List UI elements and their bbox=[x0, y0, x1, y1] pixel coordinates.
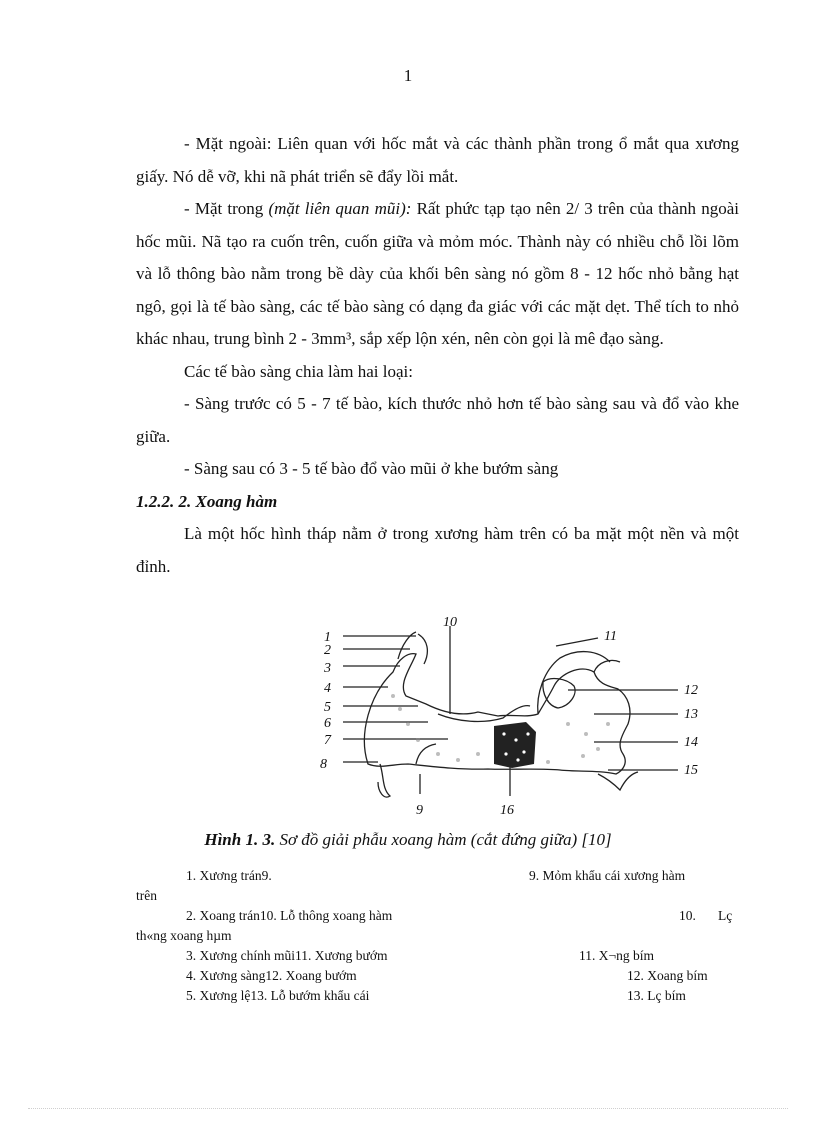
page-footer-rule bbox=[28, 1108, 788, 1109]
paragraph-anterior-ethmoid: - Sàng trước có 5 - 7 tế bào, kích thước nhỏ hơn tế bào sàng sau và đổ vào khe giữa. bbox=[136, 394, 739, 446]
figure-label-6: 6 bbox=[324, 716, 331, 731]
section-heading: 1.2.2. 2. Xoang hàm bbox=[136, 491, 278, 511]
legend-item: 5. Xương lệ13. Lỗ bướm khẩu cái bbox=[186, 988, 370, 1003]
legend-item: 1. Xương trán9. bbox=[186, 868, 272, 883]
figure-legend bbox=[136, 866, 738, 1006]
legend-row bbox=[136, 946, 738, 966]
paragraph-ethmoid-types: Các tế bào sàng chia làm hai loại: bbox=[184, 361, 413, 381]
figure-label-1: 1 bbox=[324, 630, 331, 645]
legend-item-continued: trên bbox=[136, 888, 157, 903]
figure-label-3: 3 bbox=[324, 661, 331, 676]
legend-item-continued: th«ng xoang hµm bbox=[136, 928, 232, 943]
figure-label-10: 10 bbox=[443, 615, 457, 630]
figure-label-8: 8 bbox=[320, 757, 327, 772]
figure-label-12: 12 bbox=[684, 683, 698, 698]
legend-item: 10. bbox=[679, 908, 696, 923]
paragraph-posterior-ethmoid: - Sàng sau có 3 - 5 tế bào đổ vào mũi ở khe bướm sàng bbox=[184, 459, 559, 478]
figure-label-4: 4 bbox=[324, 681, 331, 696]
figure-label-14: 14 bbox=[684, 735, 698, 750]
legend-item: 4. Xương sàng12. Xoang bướm bbox=[186, 968, 357, 983]
legend-row bbox=[136, 886, 738, 906]
legend-row bbox=[136, 906, 738, 926]
figure-caption bbox=[0, 830, 816, 850]
legend-row bbox=[136, 966, 738, 986]
figure-label-16: 16 bbox=[500, 803, 514, 818]
paragraph-inner-surface bbox=[136, 193, 739, 356]
figure-label-5: 5 bbox=[324, 700, 331, 715]
figure-label-7: 7 bbox=[324, 733, 331, 748]
inner-surface-lead: - Mặt trong bbox=[184, 199, 269, 218]
figure-label-15: 15 bbox=[684, 763, 698, 778]
paragraph-outer-surface: - Mặt ngoài: Liên quan với hốc mắt và các thành phần trong ổ mắt qua xương giấy. Nó dễ vỡ, khi nã phát triển sẽ đẩy lồi mắt. bbox=[136, 134, 739, 186]
legend-row bbox=[136, 926, 738, 946]
legend-row bbox=[136, 986, 738, 1006]
figure-label-13: 13 bbox=[684, 707, 698, 722]
maxillary-sinus-diagram bbox=[298, 614, 748, 828]
inner-surface-italic: (mặt liên quan mũi): bbox=[268, 199, 412, 218]
legend-item: 3. Xương chính mũi11. Xương bướm bbox=[186, 948, 388, 963]
legend-row bbox=[136, 866, 738, 886]
legend-item: Lç bbox=[718, 908, 733, 923]
caption-text: Sơ đồ giải phẫu xoang hàm (cắt đứng giữa) [10] bbox=[275, 830, 612, 849]
legend-item: 9. Mỏm khẩu cái xương hàm bbox=[529, 868, 686, 883]
legend-item: 13. Lç bím bbox=[627, 988, 686, 1003]
body-text bbox=[136, 128, 739, 583]
caption-label: Hình 1. 3. bbox=[204, 830, 276, 849]
figure-label-11: 11 bbox=[604, 629, 617, 644]
legend-item: 12. Xoang bím bbox=[627, 968, 708, 983]
inner-surface-rest: Rất phức tạp tạo nên 2/ 3 trên của thành ngoài hốc mũi. Nã tạo ra cuốn trên, cuốn giữa và mỏm móc. Thành này có nhiều chỗ lồi lõm và lỗ thông bào nằm trong bề dày của khối bên sàng nó gồm 8 - 12 hốc nhỏ bằng hạt ngô, gọi là tế bào sàng, các tế bào sàng có dạng đa giác với các mặt dẹt. Thể tích to nhỏ khác nhau, trung bình 2 - 3mm³, sắp xếp lộn xén, nên còn gọi là mê đạo sàng. bbox=[136, 199, 739, 348]
page-number: 1 bbox=[403, 66, 413, 85]
figure-label-9: 9 bbox=[416, 803, 423, 818]
figure-label-2: 2 bbox=[324, 643, 331, 658]
legend-item: 11. X¬ng bím bbox=[579, 948, 654, 963]
legend-item: 2. Xoang trán10. Lỗ thông xoang hàm bbox=[186, 908, 393, 923]
paragraph-maxillary-sinus: Là một hốc hình tháp nằm ở trong xương hàm trên có ba mặt một nền và một đỉnh. bbox=[136, 524, 739, 576]
